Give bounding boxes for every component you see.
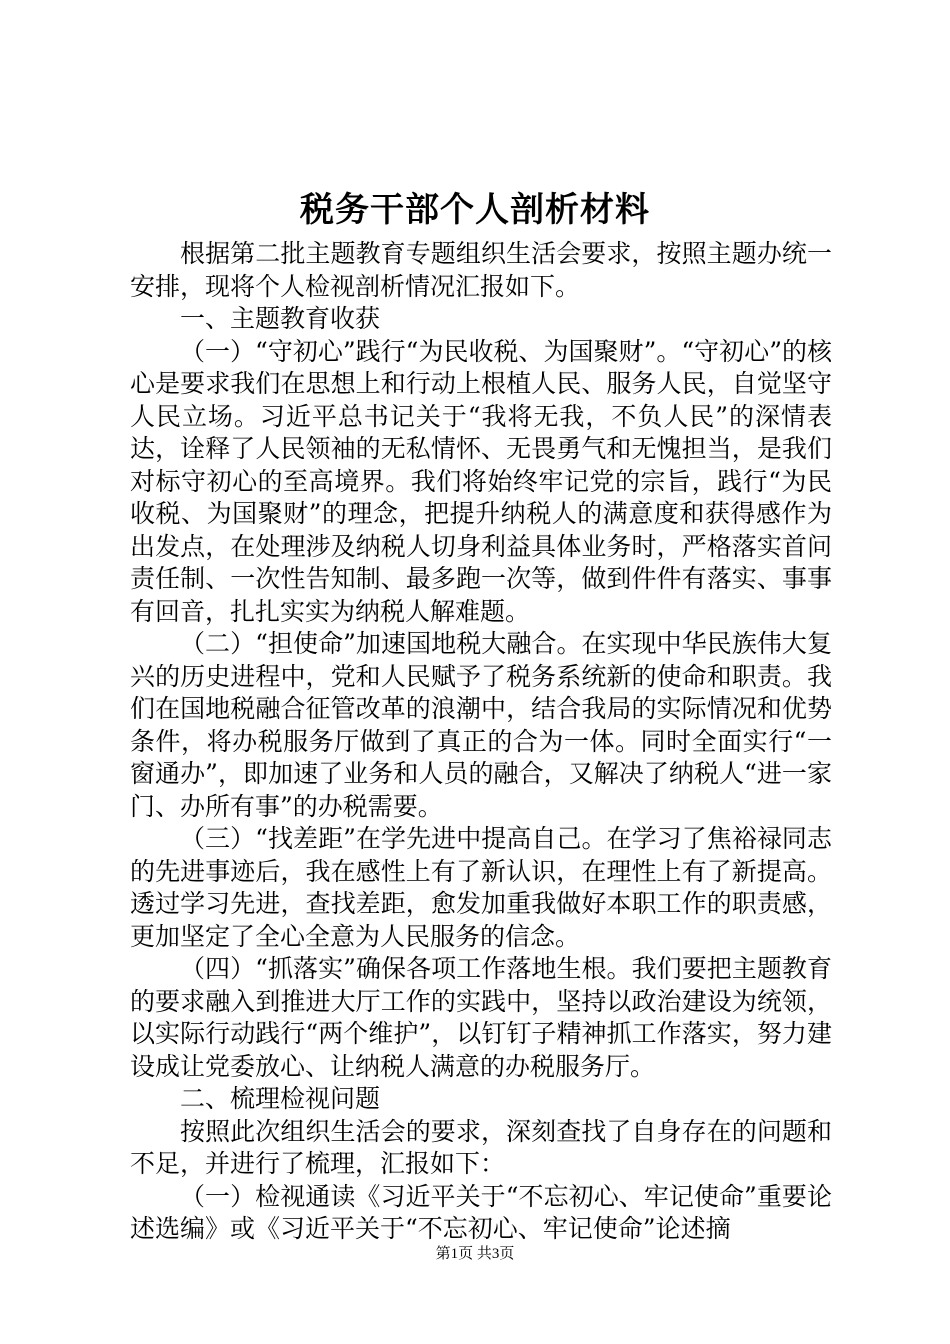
paragraph-item-1-4: （四）“抓落实”确保各项工作落地生根。我们要把主题教育的要求融入到推进大厅工作的实践中，坚持以政治建设为统领，以实际行动践行“两个维护”，以钉钉子精神抓工作落实，努力建设成让党委放心、让纳税人满意的办税服务厅。 <box>130 954 832 1081</box>
paragraph-intro: 根据第二批主题教育专题组织生活会要求，按照主题办统一安排，现将个人检视剖析情况汇报如下。 <box>130 239 832 301</box>
section-heading-2: 二、梳理检视问题 <box>180 1084 381 1113</box>
document-title: 税务干部个人剖析材料 <box>300 190 650 230</box>
paragraph-item-2-1: （一）检视通读《习近平关于“不忘初心、牢记使命”重要论述选编》或《习近平关于“不忘初心、牢记使命”论述摘 <box>130 1181 832 1243</box>
paragraph-item-1-2: （二）“担使命”加速国地税大融合。在实现中华民族伟大复兴的历史进程中，党和人民赋予了税务系统新的使命和职责。我们在国地税融合征管改革的浪潮中，结合我局的实际情况和优势条件，将办税服务厅做到了真正的合为一体。同时全面实行“一窗通办”，即加速了业务和人员的融合，又解决了纳税人“进一家门、办所有事”的办税需要。 <box>130 629 832 821</box>
section-heading-1: 一、主题教育收获 <box>180 304 381 333</box>
paragraph-section-2-intro: 按照此次组织生活会的要求，深刻查找了自身存在的问题和不足，并进行了梳理，汇报如下： <box>130 1116 832 1178</box>
document-body <box>130 238 832 1246</box>
paragraph-item-1-1: （一）“守初心”践行“为民收税、为国聚财”。“守初心”的核心是要求我们在思想上和行动上根植人民、服务人民，自觉坚守人民立场。习近平总书记关于“我将无我，不负人民”的深情表达，诠释了人民领袖的无私情怀、无畏勇气和无愧担当，是我们对标守初心的至高境界。我们将始终牢记党的宗旨，践行“为民收税、为国聚财”的理念，把提升纳税人的满意度和获得感作为出发点，在处理涉及纳税人切身利益具体业务时，严格落实首问责任制、一次性告知制、最多跑一次等，做到件件有落实、事事有回音，扎扎实实为纳税人解难题。 <box>130 336 832 626</box>
page-footer: 第1页 共3页 <box>435 1246 515 1262</box>
paragraph-item-1-3: （三）“找差距”在学先进中提高自己。在学习了焦裕禄同志的先进事迹后，我在感性上有了新认识，在理性上有了新提高。透过学习先进，查找差距，愈发加重我做好本职工作的职责感，更加坚定了全心全意为人民服务的信念。 <box>130 824 832 951</box>
